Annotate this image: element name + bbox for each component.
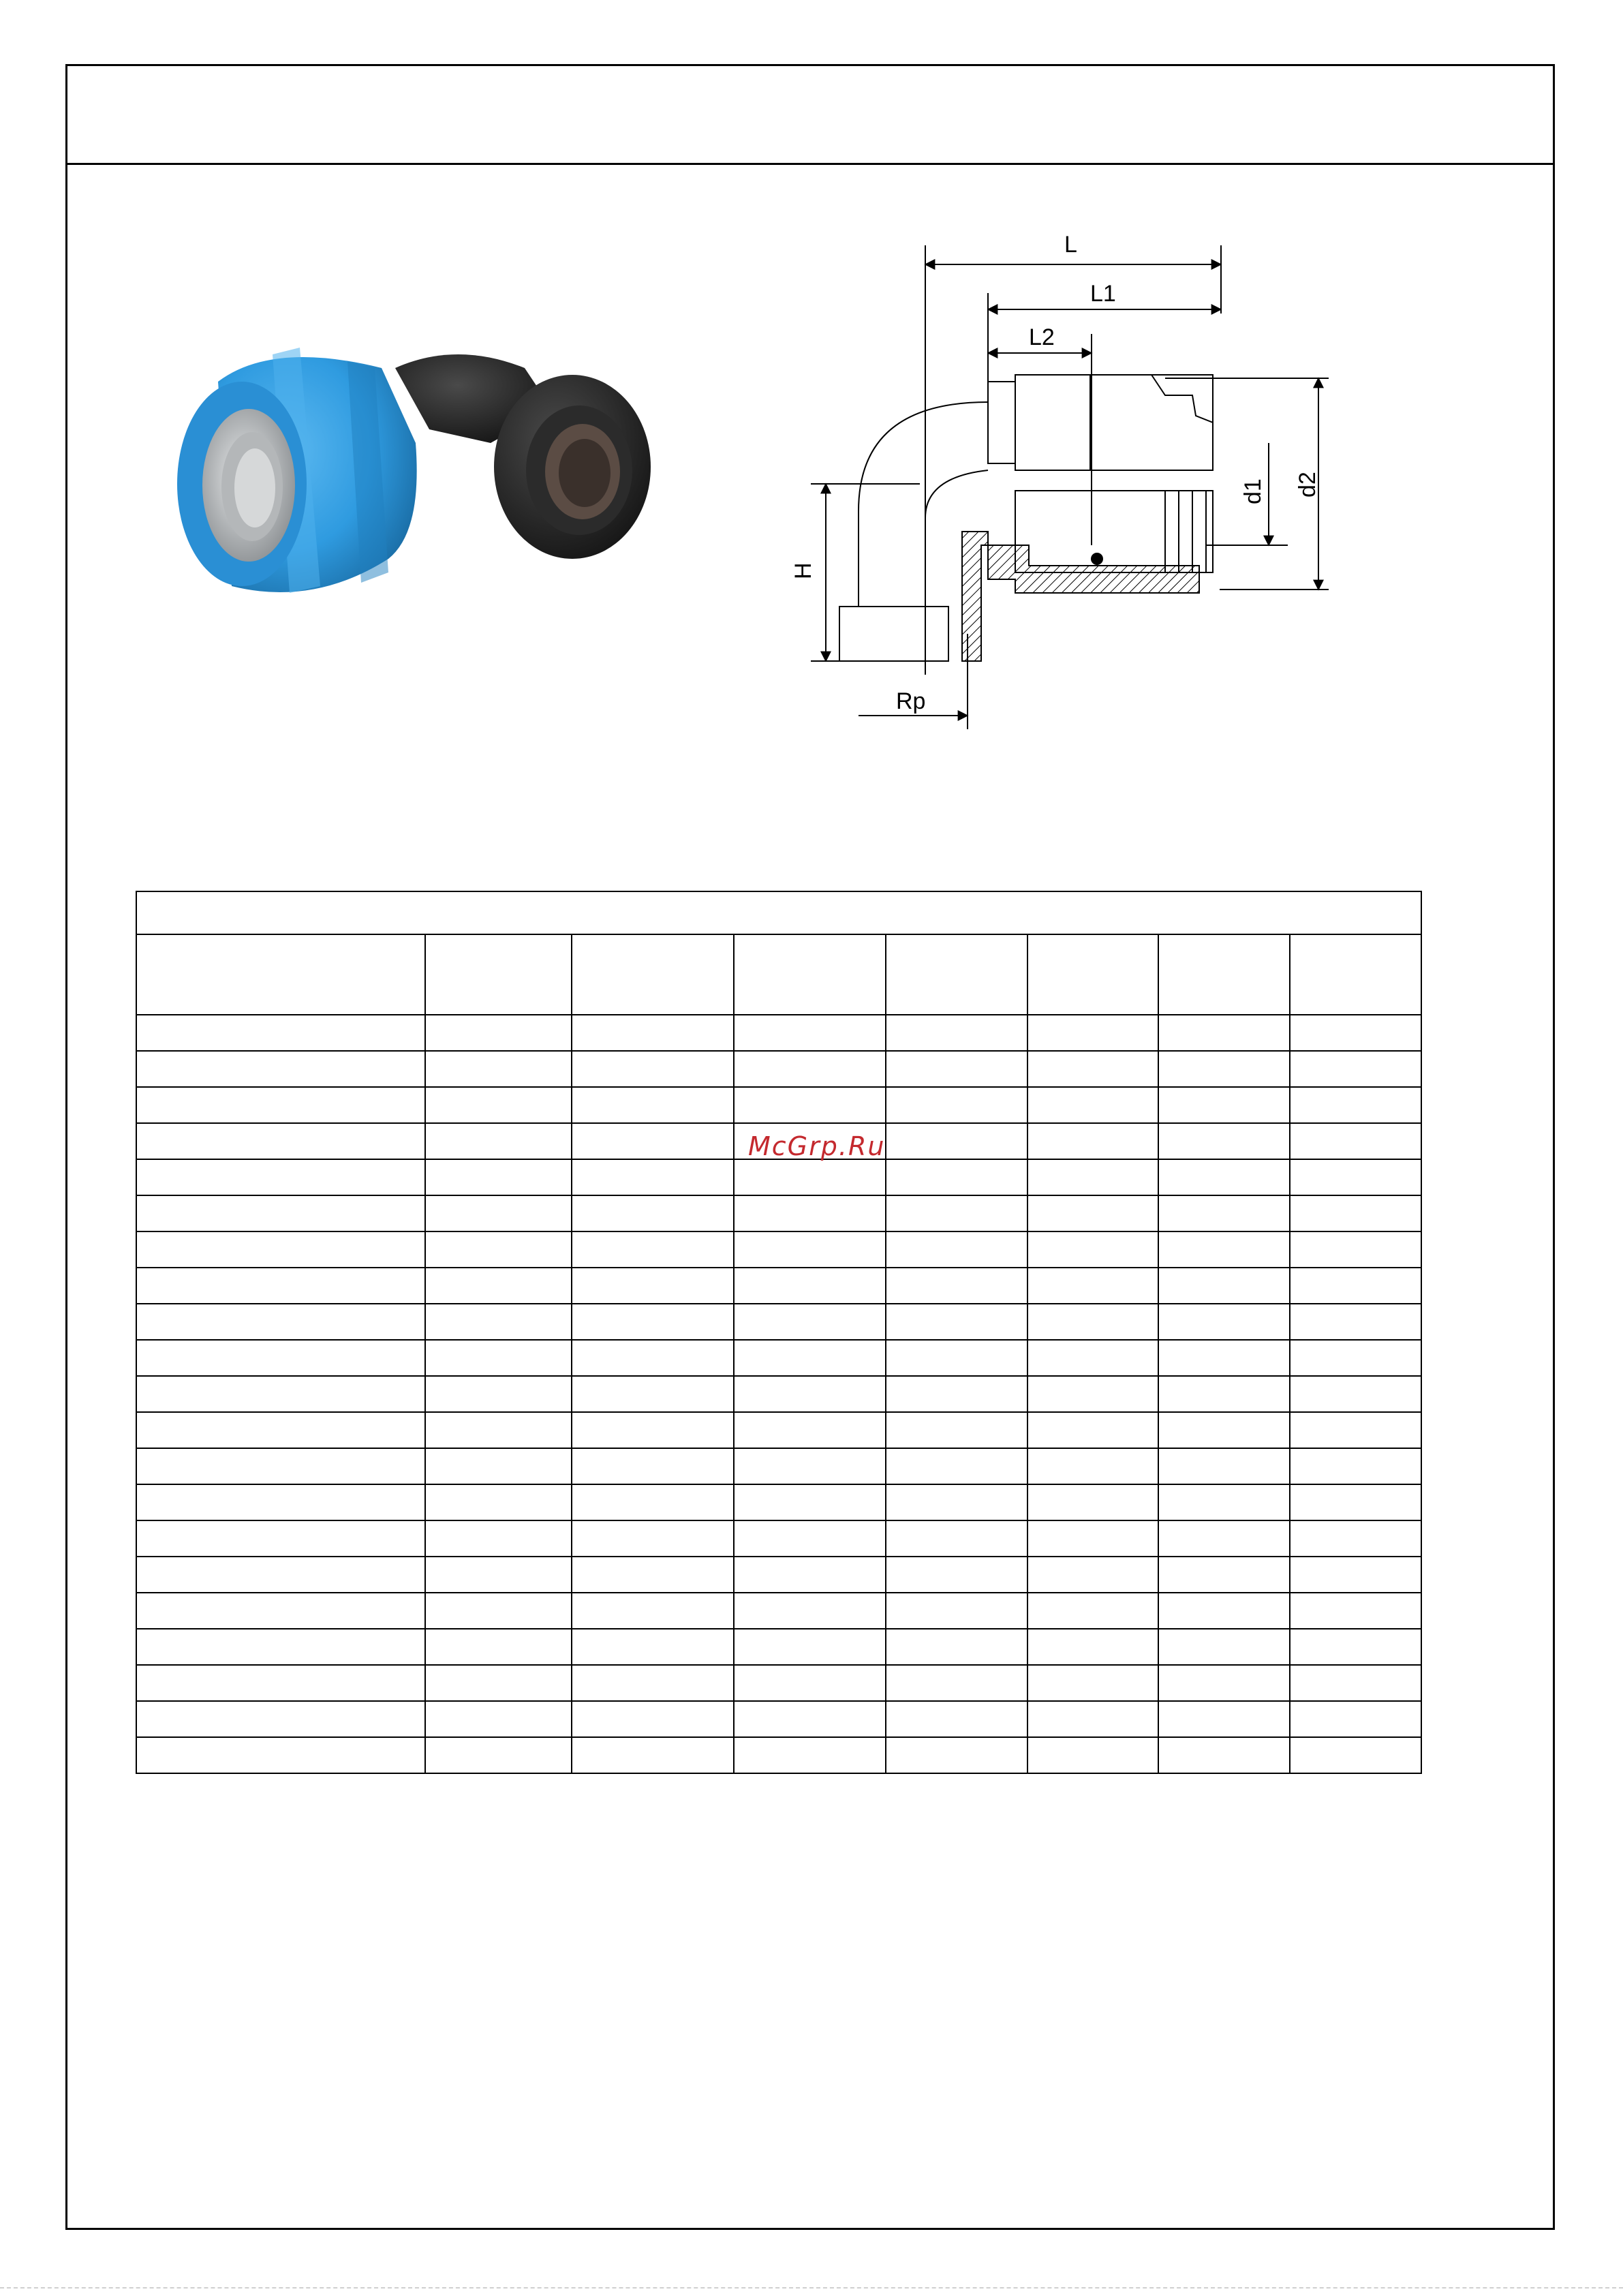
table-cell: [572, 1340, 734, 1376]
table-cell: [425, 1087, 572, 1123]
table-cell: [1027, 1484, 1158, 1520]
table-cell: [1158, 1195, 1290, 1231]
table-row: [136, 1051, 1421, 1087]
spec-table: [136, 891, 1422, 1774]
column-header: [425, 934, 572, 1015]
table-cell: [572, 1557, 734, 1593]
column-header: [1290, 934, 1421, 1015]
table-cell: [886, 1087, 1027, 1123]
table-cell: [1027, 1268, 1158, 1304]
table-cell: [1158, 1593, 1290, 1629]
table-cell: [136, 1701, 425, 1737]
table-cell: [1027, 1629, 1158, 1665]
table-cell: [1027, 1737, 1158, 1773]
table-cell: [425, 1737, 572, 1773]
table-cell: [1158, 1665, 1290, 1701]
table-cell: [425, 1665, 572, 1701]
table-cell: [1158, 1304, 1290, 1340]
table-cell: [572, 1412, 734, 1448]
table-cell: [425, 1268, 572, 1304]
table-cell: [1027, 1195, 1158, 1231]
table-cell: [1158, 1159, 1290, 1195]
technical-drawing: [784, 225, 1363, 743]
table-row: [136, 1520, 1421, 1557]
table-row: [136, 1448, 1421, 1484]
table-cell: [1027, 1231, 1158, 1268]
table-cell: [1027, 1340, 1158, 1376]
table-cell: [1290, 1629, 1421, 1665]
table-cell: [572, 1304, 734, 1340]
table-cell: [425, 1231, 572, 1268]
table-cell: [1290, 1701, 1421, 1737]
table-cell: [425, 1015, 572, 1051]
table-row: [136, 1159, 1421, 1195]
table-cell: [886, 1629, 1027, 1665]
table-cell: [734, 1376, 886, 1412]
table-cell: [1290, 1448, 1421, 1484]
table-cell: [425, 1557, 572, 1593]
product-photo: [170, 327, 688, 620]
table-cell: [1290, 1123, 1421, 1159]
table-cell: [1290, 1557, 1421, 1593]
table-cell: [886, 1304, 1027, 1340]
table-cell: [1027, 1376, 1158, 1412]
table-cell: [1027, 1159, 1158, 1195]
column-header: [734, 934, 886, 1015]
table-cell: [1158, 1015, 1290, 1051]
table-cell: [572, 1123, 734, 1159]
table-cell: [886, 1051, 1027, 1087]
table-cell: [1158, 1520, 1290, 1557]
label-Rp: Rp: [896, 688, 926, 714]
column-header: [886, 934, 1027, 1015]
table-row: [136, 1087, 1421, 1123]
table-cell: [425, 1484, 572, 1520]
table-cell: [1290, 1051, 1421, 1087]
table-cell: [734, 1520, 886, 1557]
table-cell: [572, 1520, 734, 1557]
label-L1: L1: [1090, 281, 1116, 307]
table-title-row: [136, 891, 1421, 934]
table-cell: [734, 1701, 886, 1737]
table-cell: [136, 1412, 425, 1448]
table-cell: [1290, 1304, 1421, 1340]
table-cell: [136, 1304, 425, 1340]
table-cell: [1290, 1087, 1421, 1123]
table-cell: [1290, 1665, 1421, 1701]
table-row: [136, 1665, 1421, 1701]
table-cell: [1290, 1268, 1421, 1304]
table-cell: [1027, 1051, 1158, 1087]
table-row: [136, 1304, 1421, 1340]
table-cell: [425, 1195, 572, 1231]
table-cell: [425, 1051, 572, 1087]
table-cell: [1027, 1123, 1158, 1159]
table-cell: [1027, 1557, 1158, 1593]
table-cell: [572, 1448, 734, 1484]
table-cell: [734, 1412, 886, 1448]
table-cell: [1158, 1629, 1290, 1665]
table-cell: [886, 1484, 1027, 1520]
table-cell: [136, 1015, 425, 1051]
table-cell: [734, 1268, 886, 1304]
table-cell: [1027, 1665, 1158, 1701]
table-cell: [886, 1448, 1027, 1484]
table-cell: [1158, 1376, 1290, 1412]
table-cell: [1158, 1484, 1290, 1520]
table-cell: [1158, 1123, 1290, 1159]
table-cell: [136, 1376, 425, 1412]
table-cell: [734, 1159, 886, 1195]
table-cell: [734, 1484, 886, 1520]
table-cell: [886, 1268, 1027, 1304]
table-cell: [886, 1665, 1027, 1701]
table-cell: [1290, 1520, 1421, 1557]
table-cell: [734, 1015, 886, 1051]
label-d2: d2: [1295, 472, 1320, 498]
table-cell: [886, 1231, 1027, 1268]
table-cell: [886, 1376, 1027, 1412]
table-cell: [136, 1340, 425, 1376]
table-cell: [886, 1412, 1027, 1448]
table-cell: [1158, 1448, 1290, 1484]
table-cell: [1027, 1087, 1158, 1123]
table-cell: [1158, 1051, 1290, 1087]
section-hatch: [962, 532, 1199, 661]
table-cell: [734, 1448, 886, 1484]
table-cell: [136, 1231, 425, 1268]
table-cell: [572, 1268, 734, 1304]
table-cell: [886, 1123, 1027, 1159]
table-row: [136, 1015, 1421, 1051]
table-cell: [136, 1159, 425, 1195]
table-cell: [572, 1701, 734, 1737]
table-cell: [1027, 1015, 1158, 1051]
table-cell: [136, 1123, 425, 1159]
bottom-strip: [0, 2287, 1623, 2296]
table-cell: [1158, 1557, 1290, 1593]
table-row: [136, 1195, 1421, 1231]
table-cell: [1027, 1448, 1158, 1484]
table-cell: [886, 1701, 1027, 1737]
table-cell: [572, 1665, 734, 1701]
table-cell: [572, 1195, 734, 1231]
table-cell: [734, 1593, 886, 1629]
table-cell: [425, 1340, 572, 1376]
table-cell: [136, 1195, 425, 1231]
table-cell: [425, 1520, 572, 1557]
label-H: H: [790, 562, 816, 579]
table-cell: [734, 1629, 886, 1665]
table-cell: [1290, 1376, 1421, 1412]
table-cell: [572, 1051, 734, 1087]
table-cell: [1290, 1231, 1421, 1268]
column-header: [1158, 934, 1290, 1015]
table-row: [136, 1593, 1421, 1629]
table-cell: [136, 1051, 425, 1087]
table-row: [136, 1557, 1421, 1593]
column-header: [1027, 934, 1158, 1015]
table-row: [136, 1376, 1421, 1412]
table-cell: [886, 1520, 1027, 1557]
table-cell: [425, 1593, 572, 1629]
table-cell: [734, 1665, 886, 1701]
table-cell: [136, 1665, 425, 1701]
table-cell: [1158, 1087, 1290, 1123]
table-cell: [1158, 1268, 1290, 1304]
table-cell: [886, 1195, 1027, 1231]
table-cell: [425, 1448, 572, 1484]
table-cell: [572, 1629, 734, 1665]
table-cell: [572, 1231, 734, 1268]
table-cell: [1158, 1701, 1290, 1737]
table-cell: [1290, 1159, 1421, 1195]
table-cell: [425, 1376, 572, 1412]
table-cell: [1290, 1593, 1421, 1629]
table-cell: [136, 1268, 425, 1304]
table-cell: [1027, 1593, 1158, 1629]
table-cell: [886, 1557, 1027, 1593]
table-cell: [734, 1557, 886, 1593]
label-L2: L2: [1029, 324, 1055, 350]
table-cell: [1158, 1231, 1290, 1268]
table-title: [136, 891, 1421, 934]
table-cell: [1027, 1412, 1158, 1448]
table-cell: [136, 1557, 425, 1593]
table-cell: [1158, 1737, 1290, 1773]
table-cell: [886, 1015, 1027, 1051]
table-row: [136, 1701, 1421, 1737]
table-cell: [1158, 1340, 1290, 1376]
table-cell: [136, 1520, 425, 1557]
table-row: [136, 1412, 1421, 1448]
watermark: McGrp.Ru: [748, 1131, 886, 1161]
table-row: [136, 1268, 1421, 1304]
table-cell: [1290, 1015, 1421, 1051]
table-cell: [425, 1412, 572, 1448]
table-cell: [734, 1195, 886, 1231]
table-row: [136, 1231, 1421, 1268]
table-cell: [1027, 1304, 1158, 1340]
table-cell: [572, 1737, 734, 1773]
table-cell: [1027, 1520, 1158, 1557]
table-cell: [886, 1340, 1027, 1376]
column-header: [136, 934, 425, 1015]
table-cell: [886, 1593, 1027, 1629]
table-cell: [425, 1123, 572, 1159]
table-cell: [572, 1087, 734, 1123]
table-cell: [136, 1484, 425, 1520]
table-cell: [734, 1737, 886, 1773]
column-header: [572, 934, 734, 1015]
table-cell: [1290, 1412, 1421, 1448]
table-cell: [425, 1304, 572, 1340]
table-cell: [734, 1340, 886, 1376]
table-row: [136, 1484, 1421, 1520]
table-cell: [1290, 1340, 1421, 1376]
table-cell: [1158, 1412, 1290, 1448]
table-cell: [886, 1159, 1027, 1195]
table-cell: [734, 1304, 886, 1340]
table-cell: [1290, 1737, 1421, 1773]
table-cell: [734, 1087, 886, 1123]
table-cell: [136, 1737, 425, 1773]
table-cell: [734, 1051, 886, 1087]
table-cell: [136, 1448, 425, 1484]
table-cell: [425, 1159, 572, 1195]
o-ring: [1091, 553, 1103, 565]
table-cell: [136, 1087, 425, 1123]
table-cell: [572, 1484, 734, 1520]
table-cell: [1027, 1701, 1158, 1737]
table-row: [136, 1629, 1421, 1665]
table-cell: [136, 1593, 425, 1629]
table-cell: [425, 1629, 572, 1665]
table-row: [136, 1340, 1421, 1376]
table-cell: [425, 1701, 572, 1737]
table-cell: [572, 1159, 734, 1195]
label-L: L: [1064, 232, 1077, 258]
table-cell: [136, 1629, 425, 1665]
table-cell: [886, 1737, 1027, 1773]
header-box: [65, 64, 1555, 165]
table-cell: [1290, 1195, 1421, 1231]
table-header-row: [136, 934, 1421, 1015]
table-row: [136, 1737, 1421, 1773]
table-cell: [572, 1015, 734, 1051]
table-cell: [734, 1231, 886, 1268]
table-cell: [572, 1593, 734, 1629]
table-cell: [572, 1376, 734, 1412]
label-d1: d1: [1240, 478, 1266, 504]
table-cell: [1290, 1484, 1421, 1520]
